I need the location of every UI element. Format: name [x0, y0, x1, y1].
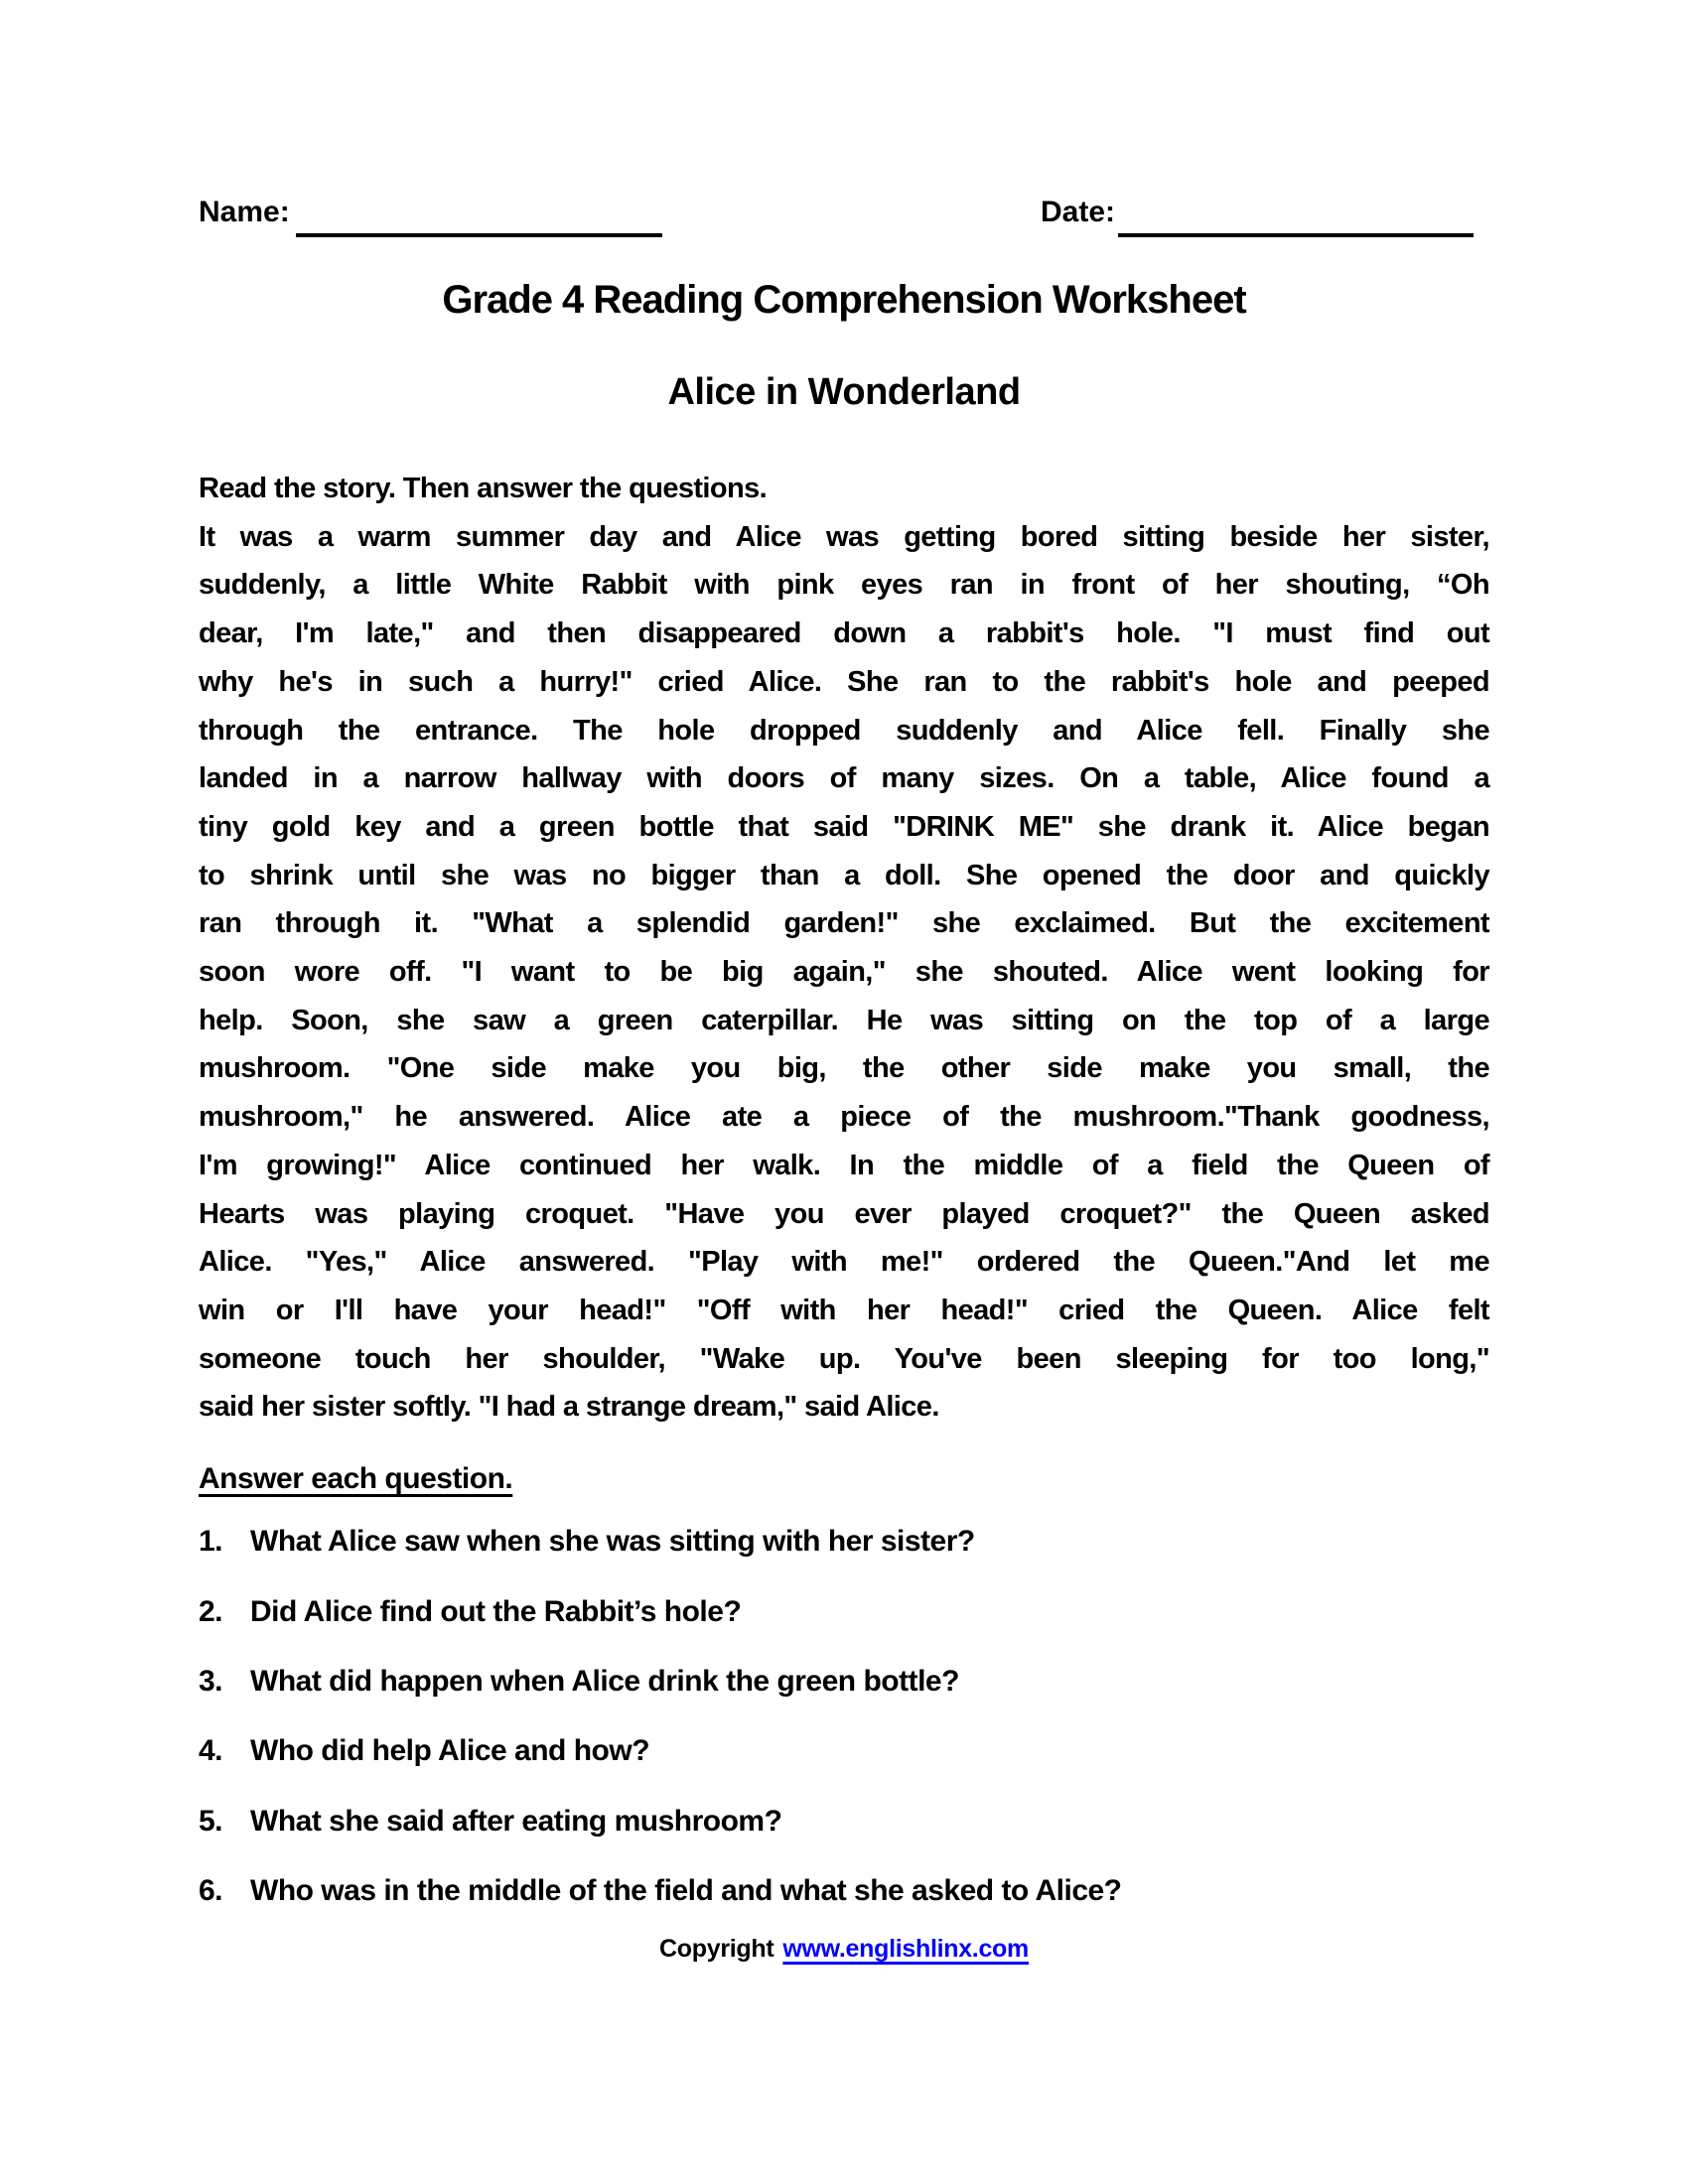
- story-line: ran through it. "What a splendid garden!" she exclaimed. But the excitement: [199, 907, 1489, 940]
- page-title: Grade 4 Reading Comprehension Worksheet: [442, 278, 1246, 322]
- story-title: Alice in Wonderland: [667, 371, 1021, 413]
- story-line: to shrink until she was no bigger than a doll. She opened the door and quickly: [199, 859, 1489, 891]
- question-item: [199, 1800, 1489, 1843]
- story-line: I'm growing!" Alice continued her walk. In the middle of a field the Queen of: [199, 1149, 1489, 1181]
- question-number: 1.: [199, 1525, 223, 1558]
- name-blank-line: [296, 233, 662, 237]
- story-line: mushroom," he answered. Alice ate a piece of the mushroom."Thank goodness,: [199, 1101, 1489, 1134]
- question-item: [199, 1660, 1489, 1704]
- question-item: [199, 1869, 1489, 1913]
- story-line: Hearts was playing croquet. "Have you ever played croquet?" the Queen asked: [199, 1197, 1489, 1230]
- copyright-label: Copyright: [659, 1935, 774, 1963]
- question-text: Who was in the middle of the field and what she asked to Alice?: [250, 1874, 1122, 1907]
- question-text: Who did help Alice and how?: [250, 1734, 650, 1767]
- question-text: What she said after eating mushroom?: [250, 1805, 782, 1838]
- story-block: [199, 465, 1489, 1432]
- footer-link[interactable]: www.englishlinx.com: [782, 1935, 1029, 1963]
- story-line: It was a warm summer day and Alice was getting bored sitting beside her sister,: [199, 520, 1489, 553]
- question-number: 2.: [199, 1595, 223, 1628]
- name-label: Name:: [199, 196, 290, 228]
- story-line: through the entrance. The hole dropped suddenly and Alice fell. Finally she: [199, 714, 1489, 747]
- date-blank-line: [1118, 233, 1474, 237]
- instruction-line: Read the story. Then answer the questions.: [199, 473, 768, 504]
- question-number: 6.: [199, 1874, 223, 1907]
- story-paragraph: [199, 513, 1489, 1432]
- date-label: Date:: [1041, 196, 1116, 228]
- question-text: What Alice saw when she was sitting with her sister?: [250, 1525, 975, 1558]
- story-line: dear, I'm late," and then disappeared down a rabbit's hole. "I must find out: [199, 617, 1489, 650]
- story-line: someone touch her shoulder, "Wake up. You've been sleeping for too long,": [199, 1342, 1489, 1375]
- question-text: What did happen when Alice drink the green bottle?: [250, 1665, 959, 1698]
- story-line: why he's in such a hurry!" cried Alice. She ran to the rabbit's hole and peeped: [199, 665, 1489, 698]
- story-line: help. Soon, she saw a green caterpillar. He was sitting on the top of a large: [199, 1004, 1489, 1036]
- question-item: [199, 1729, 1489, 1773]
- question-item: [199, 1520, 1489, 1564]
- story-line: win or I'll have your head!" "Off with her head!" cried the Queen. Alice felt: [199, 1294, 1489, 1326]
- story-line: said her sister softly. "I had a strange dream," said Alice.: [199, 1391, 939, 1424]
- story-line: suddenly, a little White Rabbit with pink eyes ran in front of her shouting, “Oh: [199, 569, 1489, 602]
- story-line: Alice. "Yes," Alice answered. "Play with me!" ordered the Queen."And let me: [199, 1246, 1489, 1279]
- question-number: 4.: [199, 1734, 223, 1767]
- story-line: mushroom. "One side make you big, the other side make you small, the: [199, 1052, 1489, 1085]
- question-number: 5.: [199, 1805, 223, 1838]
- story-line: landed in a narrow hallway with doors of many sizes. On a table, Alice found a: [199, 762, 1489, 795]
- question-number: 3.: [199, 1665, 223, 1698]
- question-item: [199, 1590, 1489, 1634]
- story-line: soon wore off. "I want to be big again," she shouted. Alice went looking for: [199, 956, 1489, 989]
- questions-heading: Answer each question.: [199, 1462, 513, 1495]
- story-line: tiny gold key and a green bottle that said "DRINK ME" she drank it. Alice began: [199, 810, 1489, 843]
- question-text: Did Alice find out the Rabbit’s hole?: [250, 1595, 742, 1628]
- footer-copyright: [0, 1934, 1688, 1964]
